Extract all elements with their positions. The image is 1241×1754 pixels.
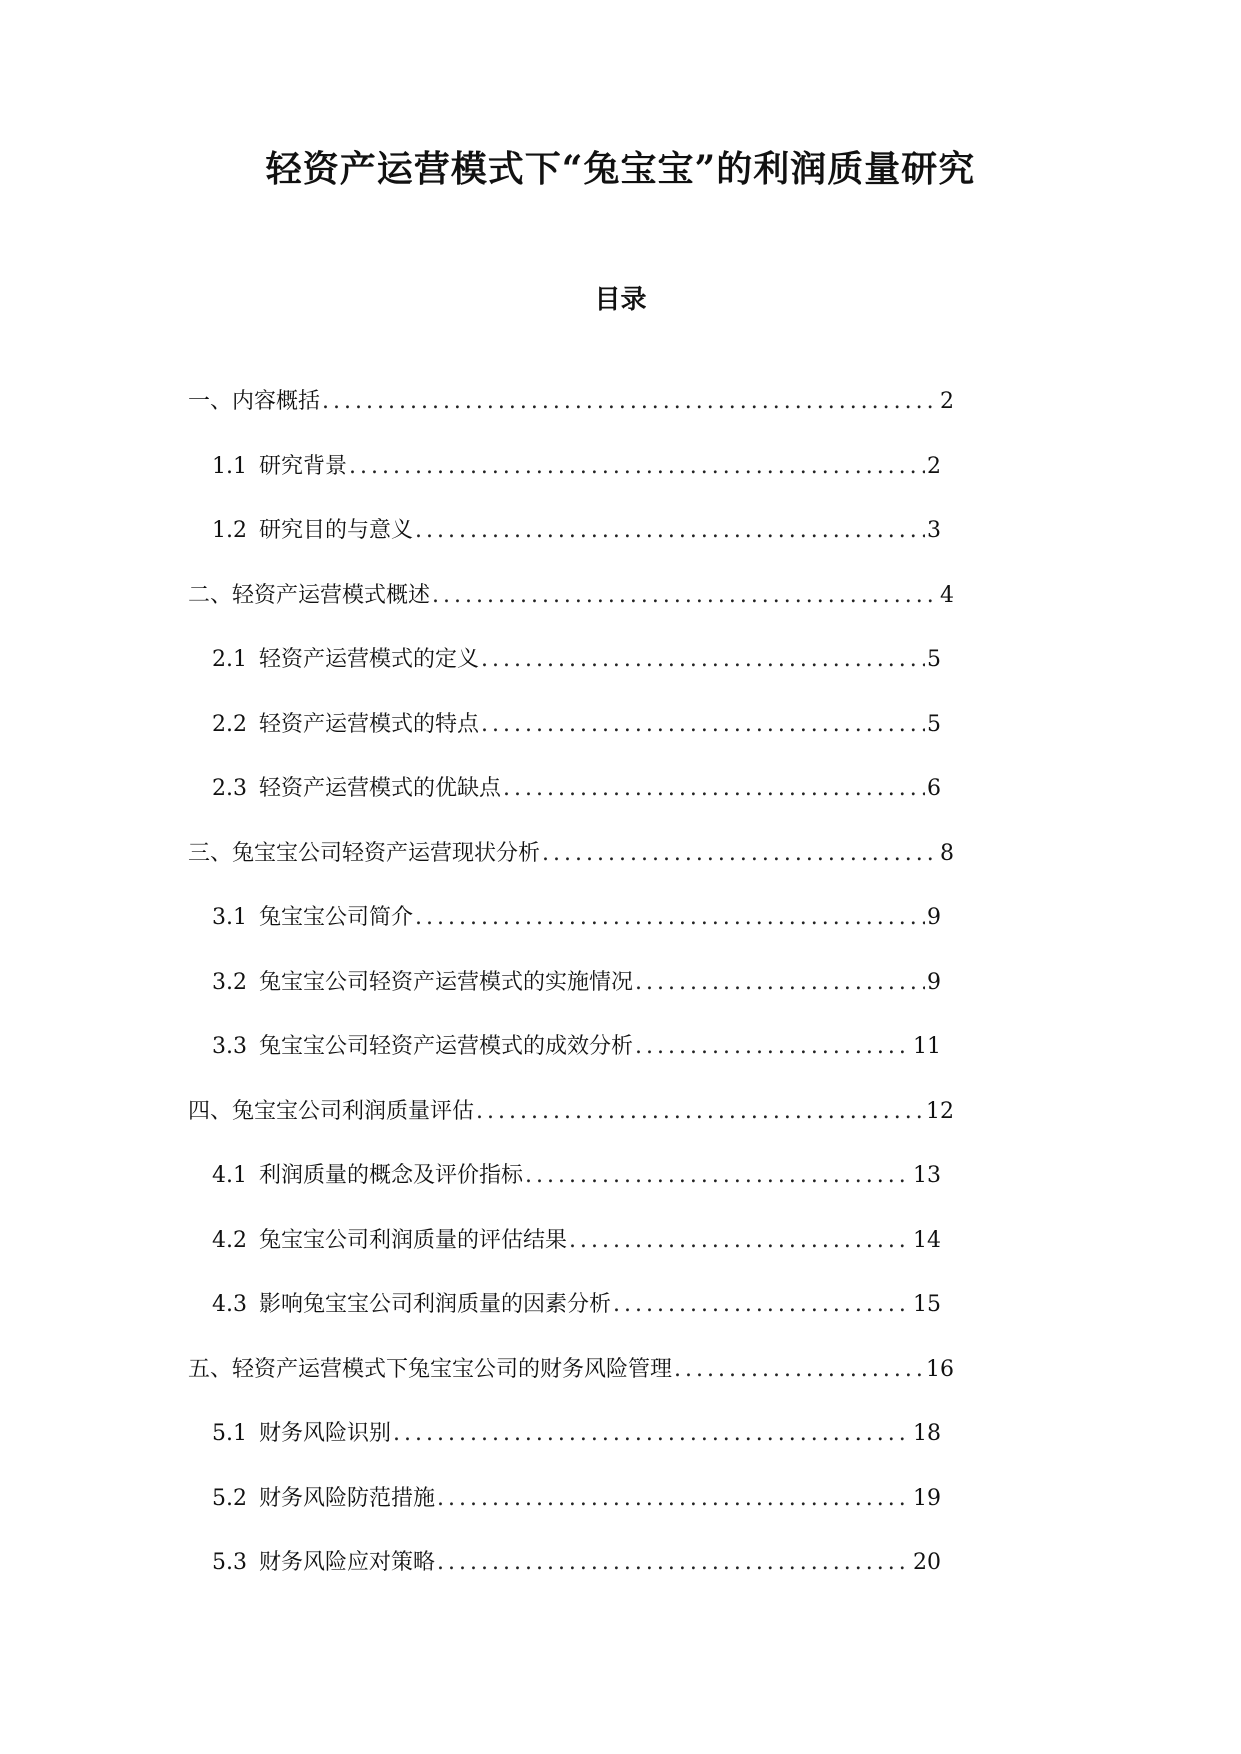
toc-entry-text: 财务风险应对策略: [259, 1550, 436, 1575]
toc-dot-leader: [415, 903, 925, 933]
toc-entry[interactable]: [212, 1484, 941, 1514]
toc-dot-leader: [437, 1548, 911, 1578]
toc-entry-number: 5.2: [212, 1486, 247, 1511]
toc-entry-text: 兔宝宝公司轻资产运营模式的成效分析: [259, 1034, 634, 1059]
toc-dot-leader: [569, 1226, 911, 1256]
toc-entry[interactable]: [212, 774, 941, 804]
toc-entry-page: 15: [913, 1292, 941, 1317]
toc-dot-leader: [613, 1290, 911, 1320]
toc-entry[interactable]: [212, 968, 941, 998]
toc-entry-number: 2.3: [212, 776, 247, 801]
toc-entry-number: 2.2: [212, 712, 247, 737]
toc-dot-leader: [674, 1355, 924, 1385]
toc-entry[interactable]: [212, 516, 941, 546]
toc-entry[interactable]: [212, 710, 941, 740]
toc-entry[interactable]: [188, 1097, 954, 1127]
toc-entry[interactable]: [212, 452, 941, 482]
toc-entry-text: 轻资产运营模式的定义: [259, 647, 480, 672]
toc-dot-leader: [476, 1097, 924, 1127]
toc-entry[interactable]: [212, 1032, 941, 1062]
toc-entry[interactable]: [212, 1419, 941, 1449]
toc-entry-number: 1.2: [212, 518, 247, 543]
toc-entry-number: 4.3: [212, 1292, 247, 1317]
toc-dot-leader: [525, 1161, 911, 1191]
toc-entry-number: 5.3: [212, 1550, 247, 1575]
toc-entry-text: 轻资产运营模式的特点: [259, 712, 480, 737]
toc-entry-page: 2: [940, 389, 954, 414]
toc-dot-leader: [393, 1419, 911, 1449]
toc-entry-number: 1.1: [212, 454, 247, 479]
toc-entry[interactable]: [212, 1161, 941, 1191]
toc-entry-page: 18: [913, 1421, 941, 1446]
toc-entry[interactable]: [212, 1226, 941, 1256]
toc-entry[interactable]: [188, 387, 954, 417]
toc-entry-number: 4.1: [212, 1163, 247, 1188]
toc-entry-text: 五、轻资产运营模式下兔宝宝公司的财务风险管理: [188, 1357, 673, 1382]
toc-entry-text: 利润质量的概念及评价指标: [259, 1163, 524, 1188]
toc-entry[interactable]: [188, 1355, 954, 1385]
toc-entry-text: 财务风险识别: [259, 1421, 392, 1446]
toc-entry-page: 3: [927, 518, 941, 543]
toc-entry-text: 影响兔宝宝公司利润质量的因素分析: [259, 1292, 612, 1317]
toc-entry-page: 16: [926, 1357, 954, 1382]
toc-entry[interactable]: [212, 1548, 941, 1578]
toc-entry-text: 兔宝宝公司轻资产运营模式的实施情况: [259, 970, 634, 995]
toc-entry-page: 4: [940, 583, 954, 608]
toc-entry-number: 5.1: [212, 1421, 247, 1446]
toc-entry-number: 2.1: [212, 647, 247, 672]
toc-entry-page: 5: [927, 712, 941, 737]
toc-dot-leader: [542, 839, 938, 869]
toc-entry-number: 3.1: [212, 905, 247, 930]
toc-dot-leader: [481, 645, 925, 675]
toc-entry-page: 9: [927, 970, 941, 995]
toc-entry[interactable]: [212, 903, 941, 933]
toc-entry-page: 20: [913, 1550, 941, 1575]
toc-entry-page: 14: [913, 1228, 941, 1253]
toc-dot-leader: [437, 1484, 911, 1514]
toc-entry-page: 13: [913, 1163, 941, 1188]
toc-dot-leader: [503, 774, 925, 804]
toc-dot-leader: [415, 516, 925, 546]
toc-entry-text: 财务风险防范措施: [259, 1486, 436, 1511]
document-title: 轻资产运营模式下“兔宝宝”的利润质量研究: [265, 148, 976, 190]
toc-entry-page: 12: [926, 1099, 954, 1124]
toc-entry-text: 研究背景: [259, 454, 348, 479]
toc-entry-page: 8: [940, 841, 954, 866]
toc-entry-text: 兔宝宝公司利润质量的评估结果: [259, 1228, 568, 1253]
toc-entry-page: 19: [913, 1486, 941, 1511]
toc-entry-text: 一、内容概括: [188, 389, 321, 414]
toc-entry-page: 9: [927, 905, 941, 930]
toc-entry-number: 3.3: [212, 1034, 247, 1059]
toc-entry[interactable]: [188, 839, 954, 869]
toc-dot-leader: [349, 452, 925, 482]
toc-entry[interactable]: [188, 581, 954, 611]
toc-dot-leader: [322, 387, 938, 417]
toc-dot-leader: [635, 968, 925, 998]
toc-entry-page: 2: [927, 454, 941, 479]
toc-entry-text: 三、兔宝宝公司轻资产运营现状分析: [188, 841, 541, 866]
toc-entry-text: 二、轻资产运营模式概述: [188, 583, 431, 608]
toc-entry-number: 3.2: [212, 970, 247, 995]
toc-dot-leader: [635, 1032, 911, 1062]
toc-entry-page: 5: [927, 647, 941, 672]
toc-dot-leader: [432, 581, 938, 611]
toc-dot-leader: [481, 710, 925, 740]
toc-entry[interactable]: [212, 645, 941, 675]
toc-entry-text: 兔宝宝公司简介: [259, 905, 414, 930]
toc-entry-number: 4.2: [212, 1228, 247, 1253]
toc-entry-page: 6: [927, 776, 941, 801]
toc-entry-page: 11: [913, 1034, 941, 1059]
toc-heading: 目录: [594, 285, 647, 315]
toc-entry-text: 轻资产运营模式的优缺点: [259, 776, 502, 801]
toc-entry-text: 四、兔宝宝公司利润质量评估: [188, 1099, 475, 1124]
toc-entry[interactable]: [212, 1290, 941, 1320]
toc-entry-text: 研究目的与意义: [259, 518, 414, 543]
